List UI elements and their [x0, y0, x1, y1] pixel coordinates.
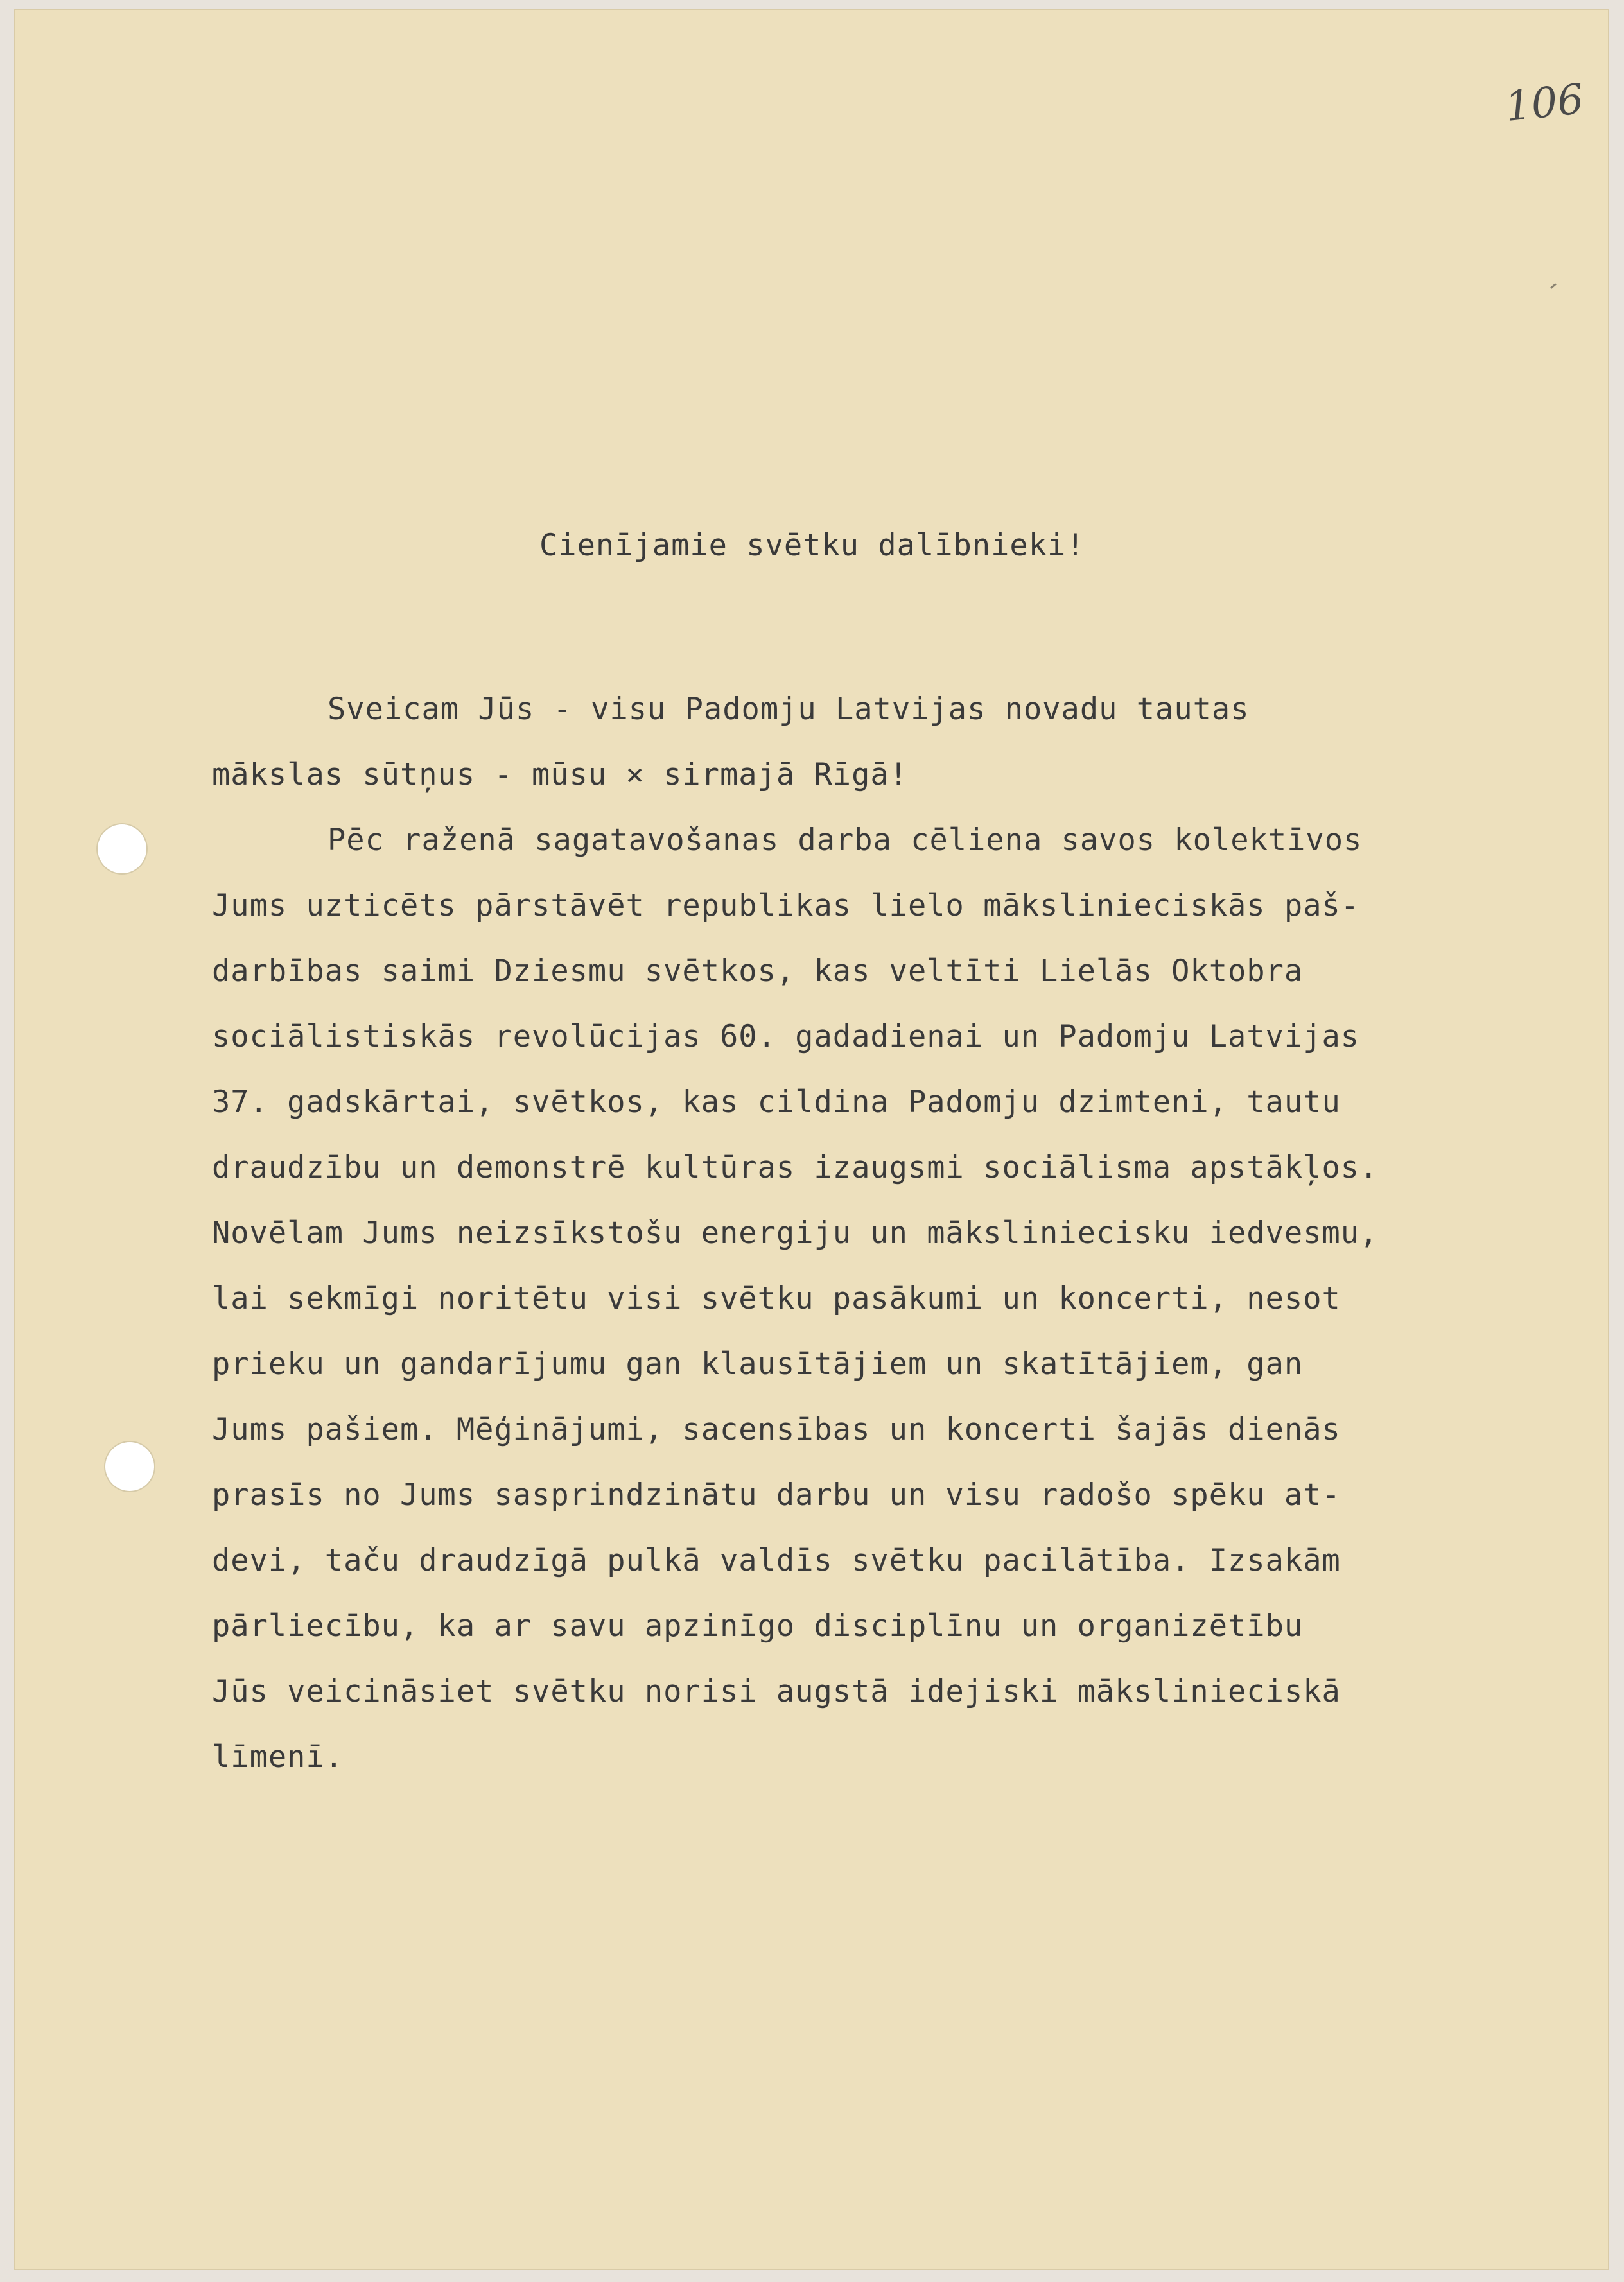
- letter-body: [212, 677, 1496, 1790]
- paragraph-2-line: Pēc raženā sagatavošanas darba cēliena savos kolektīvos: [327, 823, 1363, 858]
- paragraph-2-line: devi, taču draudzīgā pulkā valdīs svētku pacilātība. Izsakām: [212, 1543, 1341, 1578]
- paragraph-2-line: Jums pašiem. Mēģinājumi, sacensības un koncerti šajās dienās: [212, 1412, 1341, 1447]
- paragraph-2-line: līmenī.: [212, 1739, 344, 1775]
- paragraph-1-line: mākslas sūtņus - mūsu ⨯ sirmajā Rīgā!: [212, 757, 908, 792]
- paragraph-2-line: draudzību un demonstrē kultūras izaugsmi sociālisma apstākļos.: [212, 1150, 1379, 1185]
- paragraph-2-line: lai sekmīgi noritētu visi svētku pasākumi un koncerti, nesot: [212, 1281, 1341, 1316]
- paragraph-2-line: prasīs no Jums sasprindzinātu darbu un visu radošo spēku at-: [212, 1477, 1341, 1513]
- paragraph-1-line: Sveicam Jūs - visu Padomju Latvijas novadu tautas: [327, 692, 1250, 727]
- paper-speck: [1550, 283, 1557, 289]
- paragraph-2-line: Jums uzticēts pārstāvēt republikas lielo mākslinieciskās paš-: [212, 888, 1360, 923]
- handwritten-page-number: 106: [1503, 75, 1586, 132]
- salutation-heading: Cienījamie svētku dalībnieki!: [539, 528, 1085, 563]
- paragraph-2-line: prieku un gandarījumu gan klausītājiem un skatītājiem, gan: [212, 1346, 1304, 1382]
- paragraph-2-line: pārliecību, ka ar savu apzinīgo disciplīnu un organizētību: [212, 1608, 1304, 1644]
- punch-hole: [98, 824, 146, 873]
- paragraph-2-line: Jūs veicināsiet svētku norisi augstā idejiski mākslinieciskā: [212, 1674, 1341, 1709]
- paragraph-2-line: sociālistiskās revolūcijas 60. gadadienai un Padomju Latvijas: [212, 1019, 1360, 1054]
- punch-hole: [105, 1442, 154, 1491]
- paragraph-2-line: Novēlam Jums neizsīkstošu energiju un māksliniecisku iedvesmu,: [212, 1215, 1379, 1251]
- document-page: [14, 9, 1609, 2270]
- paragraph-2-line: 37. gadskārtai, svētkos, kas cildina Padomju dzimteni, tautu: [212, 1084, 1341, 1120]
- paragraph-2-line: darbības saimi Dziesmu svētkos, kas veltīti Lielās Oktobra: [212, 954, 1304, 989]
